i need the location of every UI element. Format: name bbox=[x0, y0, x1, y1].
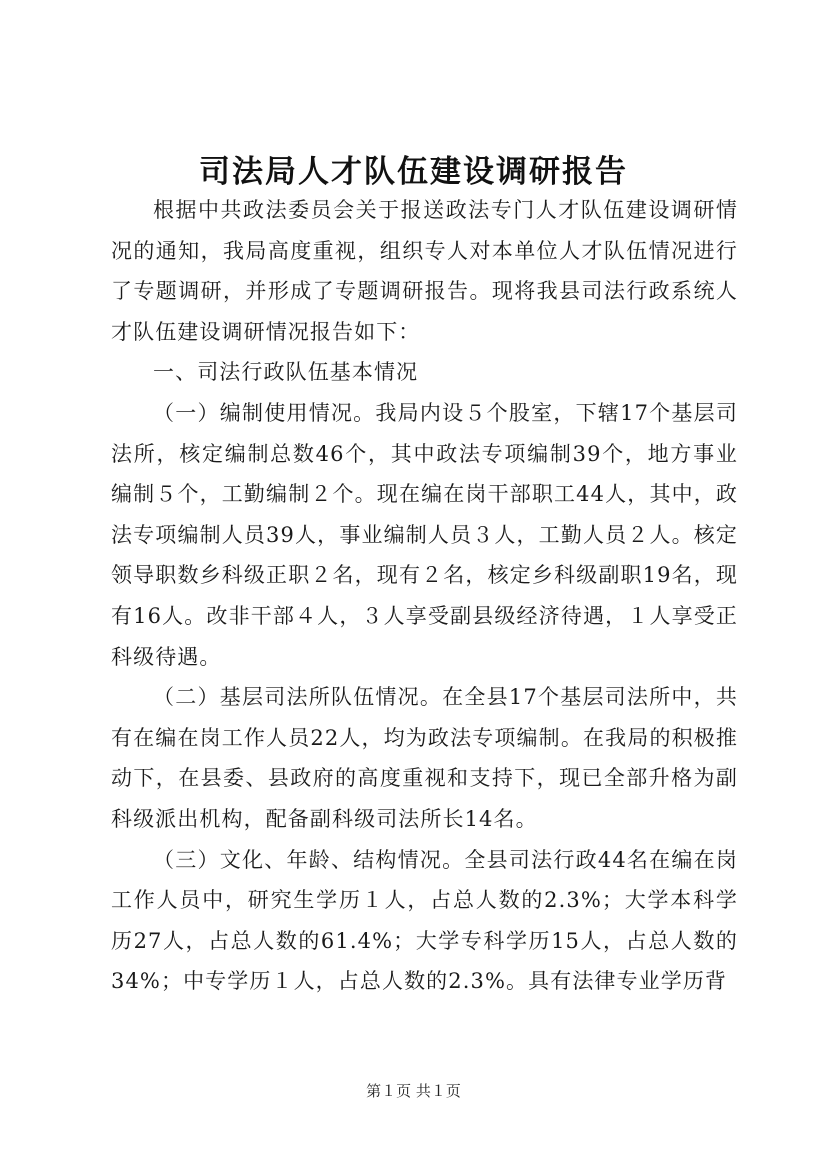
document-title: 司法局人才队伍建设调研报告 bbox=[199, 154, 628, 190]
intro-paragraph: 根据中共政法委员会关于报送政法专门人才队伍建设调研情况的通知，我局高度重视，组织专人对本单位人才队伍情况进行了专题调研，并形成了专题调研报告。现将我县司法行政系统人才队伍建设调研情况报告如下： bbox=[111, 198, 738, 344]
subsection-education-structure: （三）文化、年龄、结构情况。全县司法行政44名在编在岗工作人员中，研究生学历１人，占总人数的2.3%；大学本科学历27人，占总人数的61.4%；大学专科学历15人，占总人数的34%；中专学历１人，占总人数的2.3%。具有法律专业学历背 bbox=[111, 847, 738, 994]
subsection-staffing: （一）编制使用情况。我局内设５个股室，下辖17个基层司法所，核定编制总数46个，其中政法专项编制39个，地方事业编制５个，工勤编制２个。现在编在岗干部职工44人，其中，政法专项编制人员39人，事业编制人员３人，工勤人员２人。核定领导职数乡科级正职２名，现有２名，核定乡科级副职19名，现有16人。改非干部４人，３人享受副县级经济待遇，１人享受正科级待遇。 bbox=[111, 400, 738, 669]
document-body bbox=[111, 190, 738, 1002]
section-heading-1: 一、司法行政队伍基本情况 bbox=[153, 360, 419, 385]
subsection-grassroots: （二）基层司法所队伍情况。在全县17个基层司法所中，共有在编在岗工作人员22人，均为政法专项编制。在我局的积极推动下，在县委、县政府的高度重视和支持下，现已全部升格为副科级派出机构，配备副科级司法所长14名。 bbox=[111, 685, 738, 831]
page-footer: 第１页 共１页 bbox=[366, 1082, 461, 1100]
